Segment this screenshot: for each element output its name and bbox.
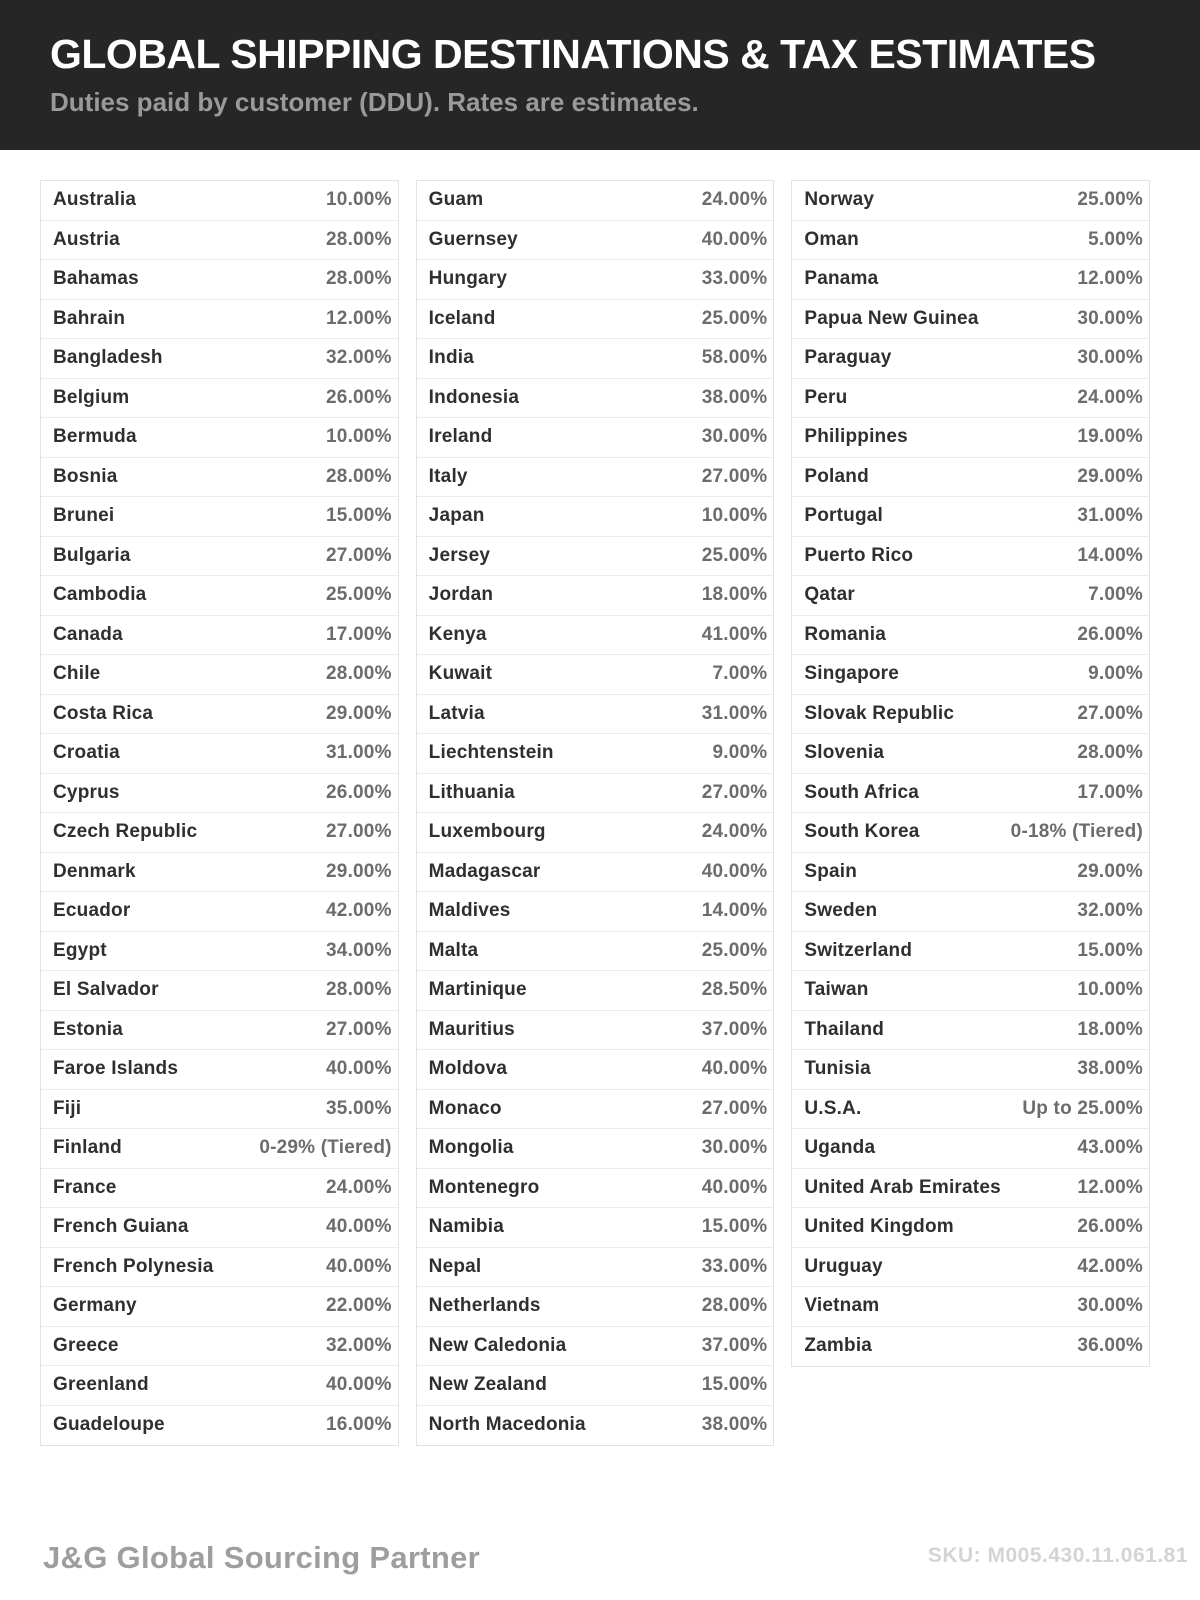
rate-value: 31.00% [1077,505,1144,527]
table-row [41,616,398,656]
table-row [792,300,1149,340]
country-name: Croatia [53,742,120,764]
table-row [792,379,1149,419]
rate-value: 27.00% [701,781,768,803]
country-name: Slovak Republic [804,702,955,724]
table-row [792,260,1149,300]
rate-value: 10.00% [701,505,768,527]
table-row [417,971,774,1011]
table-row [41,774,398,814]
country-name: Montenegro [428,1176,540,1198]
country-name: Cambodia [53,584,147,606]
rate-value: 32.00% [1077,900,1144,922]
table-row [417,695,774,735]
rate-value: 17.00% [326,623,392,645]
rate-value: 26.00% [326,781,392,803]
rate-value: 10.00% [326,426,392,448]
rate-value: 40.00% [701,860,768,882]
country-name: Kenya [428,623,487,645]
table-row [41,734,398,774]
country-name: Switzerland [804,939,913,961]
country-name: Malta [428,939,479,961]
table-row [792,971,1149,1011]
country-name: Bangladesh [53,347,163,369]
rate-value: 30.00% [1077,347,1144,369]
rate-value: 40.00% [701,228,768,250]
rate-value: 9.00% [712,742,768,764]
rate-value: 18.00% [701,584,768,606]
country-name: Denmark [53,860,136,882]
table-row [792,221,1149,261]
table-row [417,1129,774,1169]
rate-value: 15.00% [1077,939,1144,961]
rate-value: 28.00% [326,663,392,685]
country-name: Mauritius [428,1018,515,1040]
rate-value: 40.00% [326,1058,392,1080]
table-row [792,892,1149,932]
rate-value: 5.00% [1088,228,1144,250]
table-row [41,221,398,261]
rate-value: 33.00% [701,268,768,290]
country-name: Canada [53,623,123,645]
table-row [417,1208,774,1248]
rate-value: 22.00% [326,1295,392,1317]
table-row [792,695,1149,735]
rate-value: 31.00% [326,742,392,764]
table-row [417,181,774,221]
table-row [41,695,398,735]
country-name: Guam [428,189,484,211]
country-name: Uganda [804,1137,876,1159]
rate-value: 37.00% [701,1334,768,1356]
country-name: Faroe Islands [53,1058,179,1080]
country-name: Singapore [804,663,900,685]
table-row [417,616,774,656]
table-row [41,1287,398,1327]
table-row [792,616,1149,656]
rate-value: 38.00% [701,386,768,408]
table-row [417,892,774,932]
rate-value: 28.50% [701,979,768,1001]
country-name: United Kingdom [804,1216,954,1238]
table-row [41,458,398,498]
rate-value: 28.00% [326,228,392,250]
rate-value: 28.00% [326,465,392,487]
country-name: Bulgaria [53,544,131,566]
table-row [41,892,398,932]
rate-value: 7.00% [1088,584,1144,606]
country-name: Romania [804,623,886,645]
rate-value: 36.00% [1077,1335,1144,1357]
rate-value: 26.00% [1077,623,1144,645]
rate-value: 30.00% [1077,1295,1144,1317]
country-name: Austria [53,228,120,250]
table-row [417,734,774,774]
country-name: Italy [428,465,468,487]
country-name: Qatar [804,584,855,606]
table-row [792,1327,1149,1367]
country-name: Australia [53,189,137,211]
rate-value: 9.00% [1088,663,1144,685]
country-name: Tunisia [804,1058,871,1080]
country-name: Fiji [53,1097,82,1119]
table-row [417,1248,774,1288]
country-name: Namibia [428,1216,504,1238]
country-name: Costa Rica [53,702,154,724]
country-name: Mongolia [428,1137,514,1159]
rate-value: 29.00% [1077,860,1144,882]
table-row [41,1050,398,1090]
table-row [792,1169,1149,1209]
table-row [417,1366,774,1406]
table-row [41,339,398,379]
sku-label: SKU: M005.430.11.061.81 [927,1544,1188,1567]
rate-value: 15.00% [326,505,392,527]
table-row [41,300,398,340]
table-row [417,339,774,379]
table-row [417,813,774,853]
country-name: Liechtenstein [428,742,554,764]
country-name: Iceland [428,307,496,329]
country-name: Thailand [804,1018,885,1040]
table-row [417,1090,774,1130]
rate-value: 43.00% [1077,1137,1144,1159]
table-row [417,774,774,814]
country-name: U.S.A. [804,1097,862,1119]
country-name: Bermuda [53,426,137,448]
rate-value: 10.00% [326,189,392,211]
table-row [792,734,1149,774]
country-name: Finland [53,1137,122,1159]
country-name: Zambia [804,1335,873,1357]
table-row [417,1169,774,1209]
header-banner [0,0,1200,150]
rate-value: 25.00% [701,307,768,329]
country-name: Paraguay [804,347,892,369]
table-row [417,1050,774,1090]
table-row [792,1287,1149,1327]
rate-value: 27.00% [326,821,392,843]
country-name: Netherlands [428,1295,541,1317]
table-row [792,813,1149,853]
country-name: Greenland [53,1374,149,1396]
country-name: Brunei [53,505,115,527]
country-name: Nepal [428,1255,482,1277]
rate-value: 0-29% (Tiered) [259,1137,392,1159]
rate-value: 40.00% [326,1255,392,1277]
rate-value: 32.00% [326,347,392,369]
country-name: United Arab Emirates [804,1176,1001,1198]
table-row [417,1406,774,1446]
table-row [417,537,774,577]
table-row [41,260,398,300]
rate-value: 28.00% [326,268,392,290]
country-name: Jersey [428,544,491,566]
country-name: Vietnam [804,1295,880,1317]
rate-value: 0-18% (Tiered) [1010,821,1144,843]
country-name: French Polynesia [53,1255,214,1277]
country-name: Poland [804,465,869,487]
country-name: Belgium [53,386,130,408]
table-row [792,1050,1149,1090]
rate-value: 37.00% [701,1018,768,1040]
country-name: Jordan [428,584,494,606]
rates-column-3 [791,180,1150,1367]
table-row [417,458,774,498]
rate-value: 24.00% [326,1176,392,1198]
rate-value: 24.00% [701,189,768,211]
table-row [41,418,398,458]
table-row [41,813,398,853]
rates-column-1 [40,180,399,1446]
country-name: Czech Republic [53,821,198,843]
country-name: Philippines [804,426,908,448]
country-name: Panama [804,268,879,290]
rate-value: 12.00% [1077,268,1144,290]
country-name: South Africa [804,781,919,803]
country-name: Portugal [804,505,884,527]
rate-value: 33.00% [701,1255,768,1277]
rate-value: 27.00% [326,544,392,566]
table-row [41,181,398,221]
rate-value: 29.00% [326,860,392,882]
table-row [792,774,1149,814]
table-row [417,932,774,972]
rate-value: 25.00% [701,544,768,566]
table-row [41,1406,398,1446]
rate-value: 12.00% [326,307,392,329]
table-row [417,576,774,616]
table-row [41,379,398,419]
table-row [417,221,774,261]
table-row [417,379,774,419]
rate-value: 30.00% [701,1137,768,1159]
table-row [41,971,398,1011]
table-row [41,853,398,893]
country-name: Kuwait [428,663,493,685]
country-name: Puerto Rico [804,544,914,566]
table-row [792,932,1149,972]
rate-value: 32.00% [326,1334,392,1356]
rate-value: 27.00% [701,1097,768,1119]
country-name: Egypt [53,939,107,961]
footer [0,1505,1200,1600]
table-row [41,576,398,616]
rate-value: 15.00% [701,1374,768,1396]
table-row [792,853,1149,893]
rate-value: 17.00% [1077,781,1144,803]
table-row [417,655,774,695]
rate-value: 26.00% [326,386,392,408]
rate-value: 40.00% [701,1176,768,1198]
rate-value: 30.00% [1077,307,1144,329]
country-name: Germany [53,1295,137,1317]
country-name: Estonia [53,1018,124,1040]
country-name: Martinique [428,979,527,1001]
country-name: Madagascar [428,860,541,882]
table-row [792,1248,1149,1288]
table-row [417,418,774,458]
table-row [417,1327,774,1367]
rate-value: 10.00% [1077,979,1144,1001]
table-row [41,1366,398,1406]
table-row [41,1327,398,1367]
country-name: South Korea [804,821,920,843]
table-row [41,932,398,972]
country-name: Moldova [428,1058,508,1080]
table-row [417,853,774,893]
rate-value: 14.00% [701,900,768,922]
country-name: Chile [53,663,101,685]
country-name: Monaco [428,1097,502,1119]
country-name: Luxembourg [428,821,546,843]
brand-name: J&G Global Sourcing Partner [43,1540,481,1575]
country-name: France [53,1176,117,1198]
table-row [41,1169,398,1209]
rate-value: 24.00% [1077,386,1144,408]
table-row [792,339,1149,379]
table-row [41,1208,398,1248]
country-name: Greece [53,1334,119,1356]
table-row [41,1090,398,1130]
country-name: Peru [804,386,848,408]
country-name: El Salvador [53,979,159,1001]
country-name: French Guiana [53,1216,189,1238]
country-name: Guernsey [428,228,518,250]
table-row [792,181,1149,221]
rate-value: 14.00% [1077,544,1144,566]
rate-value: 25.00% [701,939,768,961]
country-name: Bosnia [53,465,118,487]
rate-value: 42.00% [326,900,392,922]
rate-value: 40.00% [701,1058,768,1080]
table-row [792,458,1149,498]
table-row [417,497,774,537]
rate-value: 25.00% [1077,189,1144,211]
table-row [41,1011,398,1051]
rates-table [40,180,1150,1446]
table-row [792,1129,1149,1169]
country-name: Oman [804,228,859,250]
rates-column-2 [416,180,775,1446]
table-row [41,1248,398,1288]
rate-value: 25.00% [326,584,392,606]
rate-value: 28.00% [1077,742,1144,764]
country-name: Sweden [804,900,878,922]
country-name: Papua New Guinea [804,307,979,329]
rate-value: 38.00% [701,1414,768,1436]
rate-value: 42.00% [1077,1255,1144,1277]
rate-value: 15.00% [701,1216,768,1238]
rate-value: 27.00% [1077,702,1144,724]
rate-value: 12.00% [1077,1176,1144,1198]
rate-value: 41.00% [701,623,768,645]
rate-value: 29.00% [326,702,392,724]
rate-value: 35.00% [326,1097,392,1119]
country-name: Bahamas [53,268,139,290]
country-name: Japan [428,505,485,527]
rate-value: 7.00% [712,663,768,685]
rate-value: 40.00% [326,1216,392,1238]
rate-value: 16.00% [326,1414,392,1436]
table-row [417,1011,774,1051]
country-name: Cyprus [53,781,120,803]
table-row [792,1090,1149,1130]
table-row [417,1287,774,1327]
country-name: Latvia [428,702,485,724]
page-subtitle: Duties paid by customer (DDU). Rates are estimates. [50,86,699,117]
country-name: Indonesia [428,386,520,408]
country-name: Slovenia [804,742,885,764]
country-name: Lithuania [428,781,515,803]
rate-value: 30.00% [701,426,768,448]
table-row [792,497,1149,537]
rate-value: 29.00% [1077,465,1144,487]
table-row [41,1129,398,1169]
rate-value: 18.00% [1077,1018,1144,1040]
rate-value: 58.00% [701,347,768,369]
table-row [792,576,1149,616]
rate-value: 26.00% [1077,1216,1144,1238]
country-name: India [428,347,475,369]
rate-value: 31.00% [701,702,768,724]
rate-value: 28.00% [326,979,392,1001]
rate-value: 19.00% [1077,426,1144,448]
table-row [792,655,1149,695]
country-name: New Caledonia [428,1334,567,1356]
table-row [41,497,398,537]
rate-value: 38.00% [1077,1058,1144,1080]
country-name: Ireland [428,426,493,448]
rate-value: Up to 25.00% [1022,1097,1144,1119]
table-row [41,537,398,577]
table-row [417,260,774,300]
table-row [792,1011,1149,1051]
rate-value: 40.00% [326,1374,392,1396]
country-name: Hungary [428,268,508,290]
country-name: Norway [804,189,875,211]
table-row [792,1208,1149,1248]
country-name: Uruguay [804,1255,883,1277]
rate-value: 27.00% [326,1018,392,1040]
country-name: Bahrain [53,307,126,329]
country-name: Maldives [428,900,511,922]
country-name: Ecuador [53,900,131,922]
table-row [41,655,398,695]
table-row [792,537,1149,577]
table-row [417,300,774,340]
rate-value: 34.00% [326,939,392,961]
country-name: Taiwan [804,979,869,1001]
table-row [792,418,1149,458]
page-title: GLOBAL SHIPPING DESTINATIONS & TAX ESTIMATES [50,31,1096,78]
country-name: New Zealand [428,1374,548,1396]
rate-value: 28.00% [701,1295,768,1317]
country-name: Spain [804,860,858,882]
country-name: Guadeloupe [53,1414,165,1436]
rate-value: 24.00% [701,821,768,843]
rate-value: 27.00% [701,465,768,487]
country-name: North Macedonia [428,1414,586,1436]
